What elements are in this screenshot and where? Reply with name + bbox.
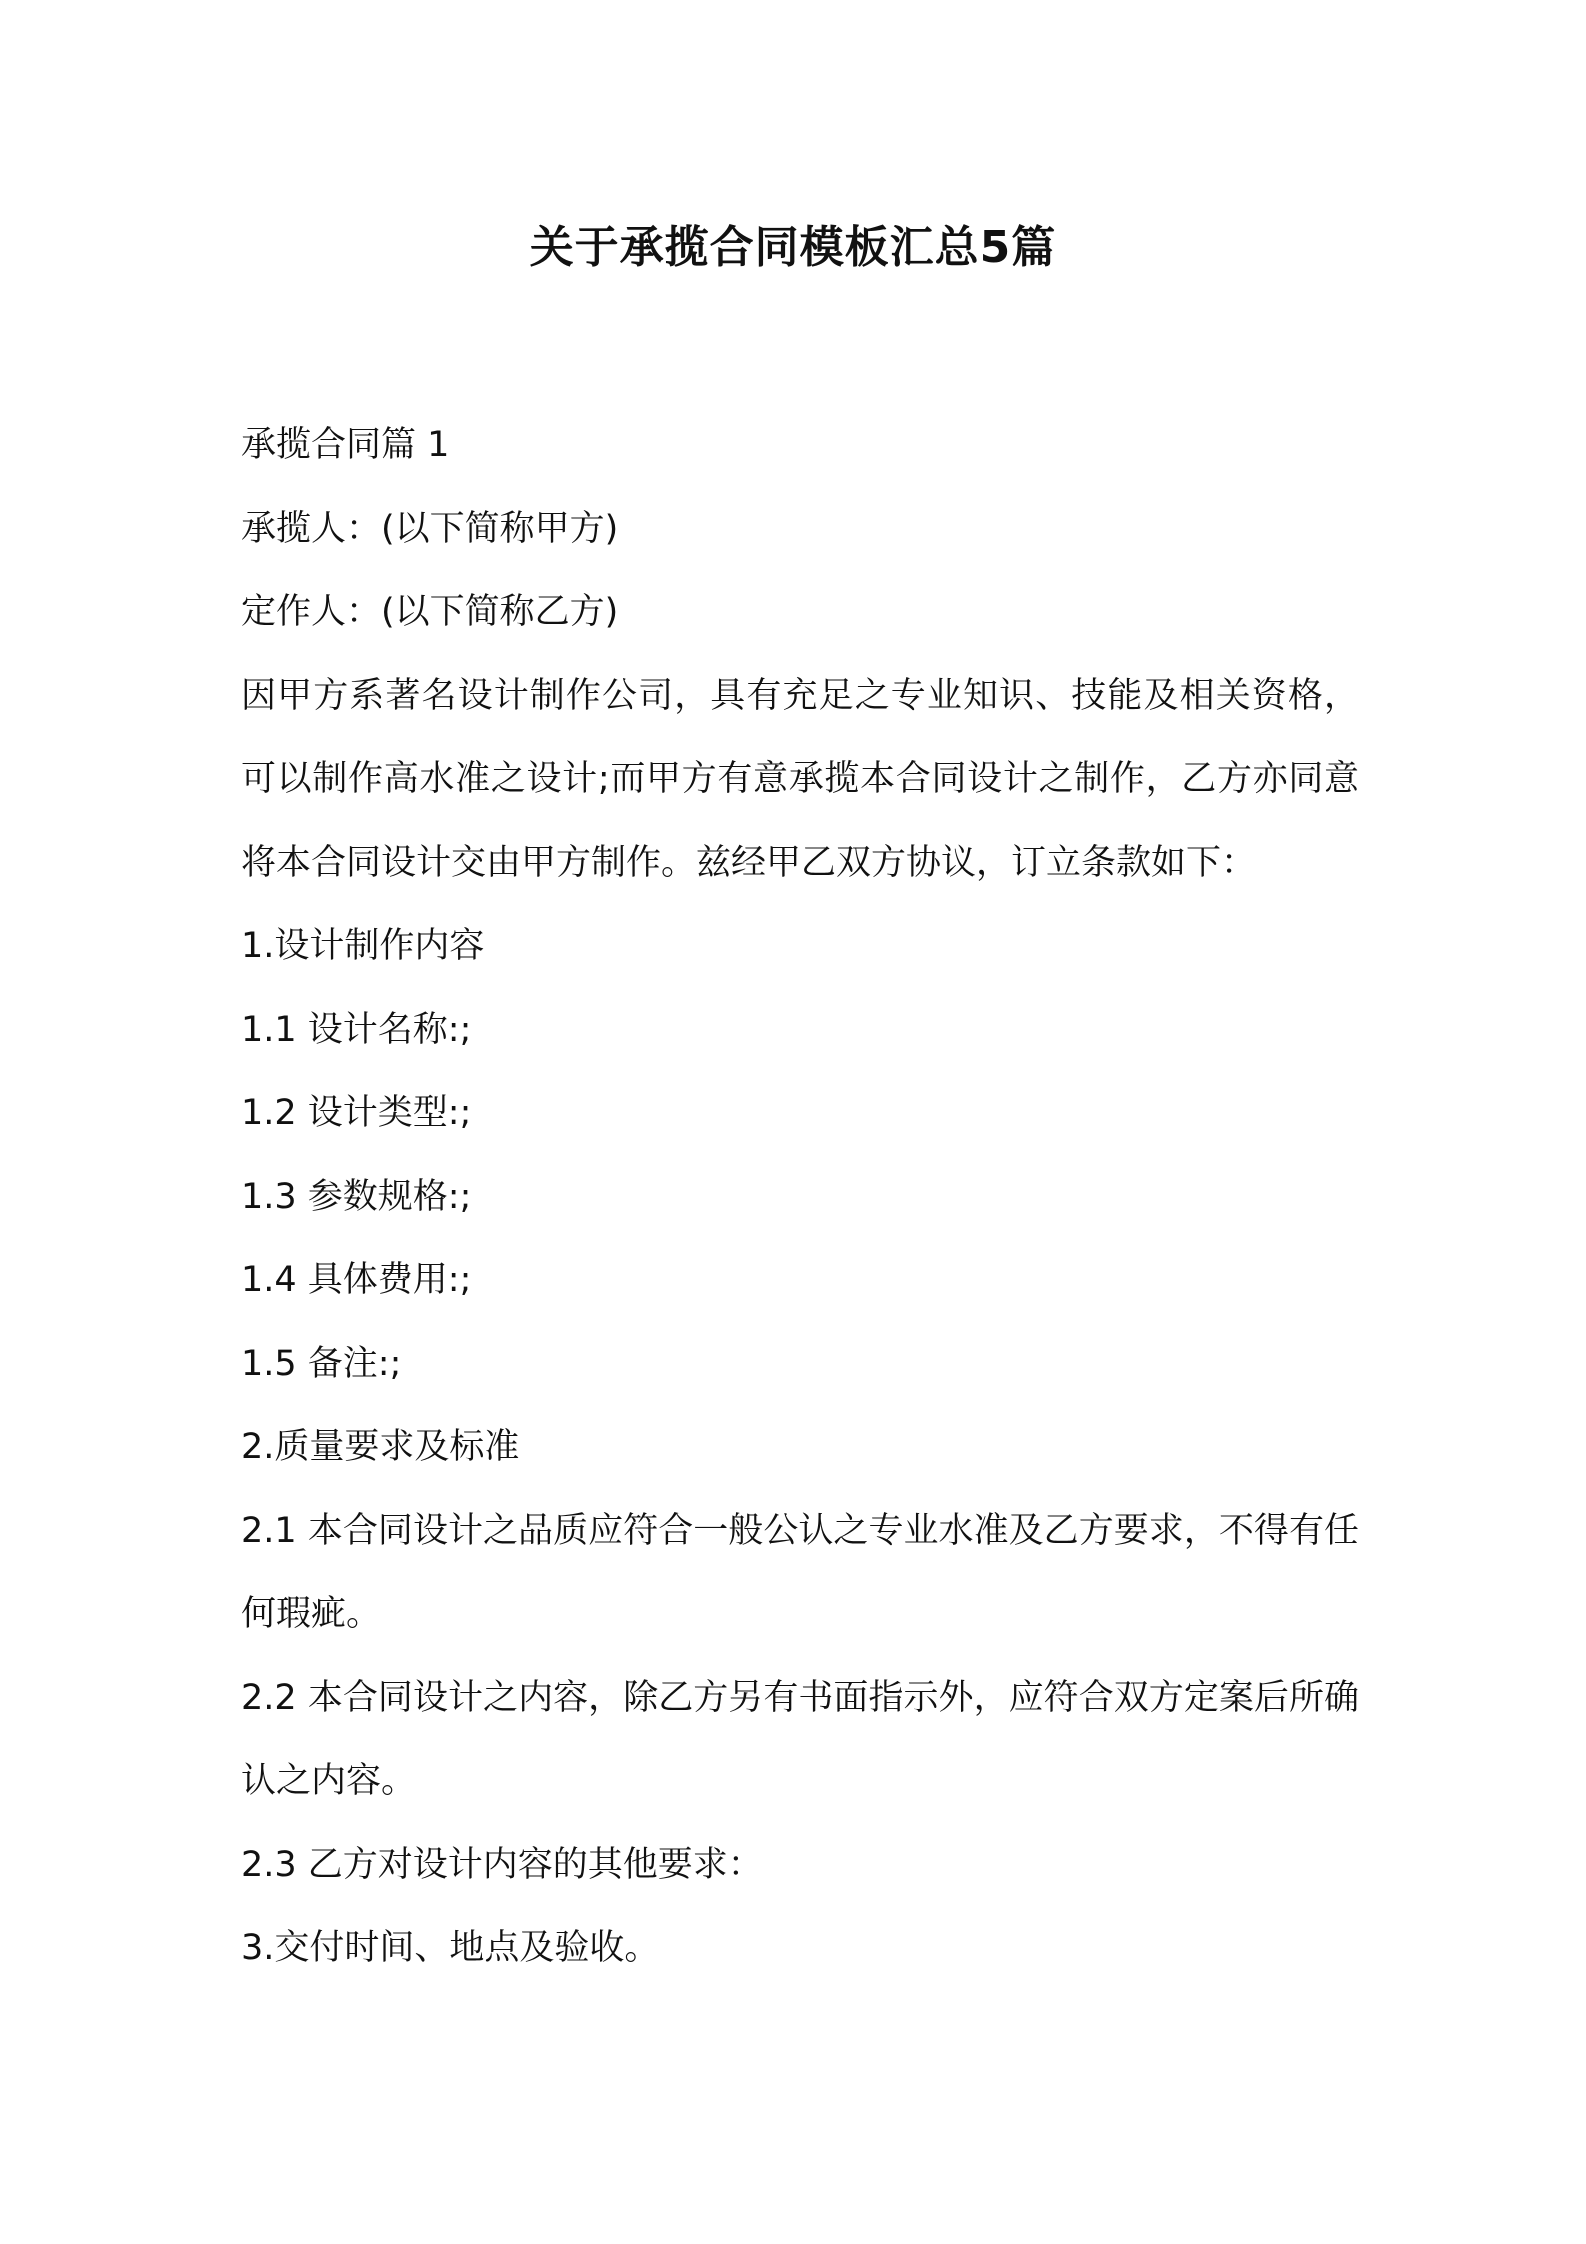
client-line: 定作人：(以下简称乙方) bbox=[241, 592, 619, 632]
clause-2-heading: 2.质量要求及标准 bbox=[241, 1427, 520, 1467]
contractor-line: 承揽人：(以下简称甲方) bbox=[241, 508, 619, 549]
clause-1-heading: 1.设计制作内容 bbox=[241, 926, 485, 966]
document-title: 关于承揽合同模板汇总5篇 bbox=[529, 222, 1057, 273]
clause-1-3: 1.3 参数规格:; bbox=[241, 1176, 472, 1217]
clause-3-heading: 3.交付时间、地点及验收。 bbox=[241, 1928, 660, 1968]
clause-1-4: 1.4 具体费用:; bbox=[241, 1260, 472, 1300]
section-heading-contract-1: 承揽合同篇 1 bbox=[241, 425, 450, 465]
clause-2-3: 2.3 乙方对设计内容的其他要求： bbox=[241, 1844, 763, 1885]
clause-1-1: 1.1 设计名称:; bbox=[241, 1009, 472, 1050]
clause-2-2: 2.2 本合同设计之内容，除乙方另有书面指示外，应符合双方定案后所确认之内容。 bbox=[241, 1677, 1359, 1801]
clause-1-5: 1.5 备注:; bbox=[241, 1343, 402, 1384]
preamble-paragraph: 因甲方系著名设计制作公司，具有充足之专业知识、技能及相关资格，可以制作高水准之设计;而甲方有意承揽本合同设计之制作，乙方亦同意将本合同设计交由甲方制作。兹经甲乙双方协议，订立条款如下： bbox=[241, 675, 1359, 883]
clause-1-2: 1.2 设计类型:; bbox=[241, 1093, 472, 1133]
document-body bbox=[241, 404, 1359, 1991]
clause-2-1: 2.1 本合同设计之品质应符合一般公认之专业水准及乙方要求，不得有任何瑕疵。 bbox=[241, 1510, 1359, 1634]
